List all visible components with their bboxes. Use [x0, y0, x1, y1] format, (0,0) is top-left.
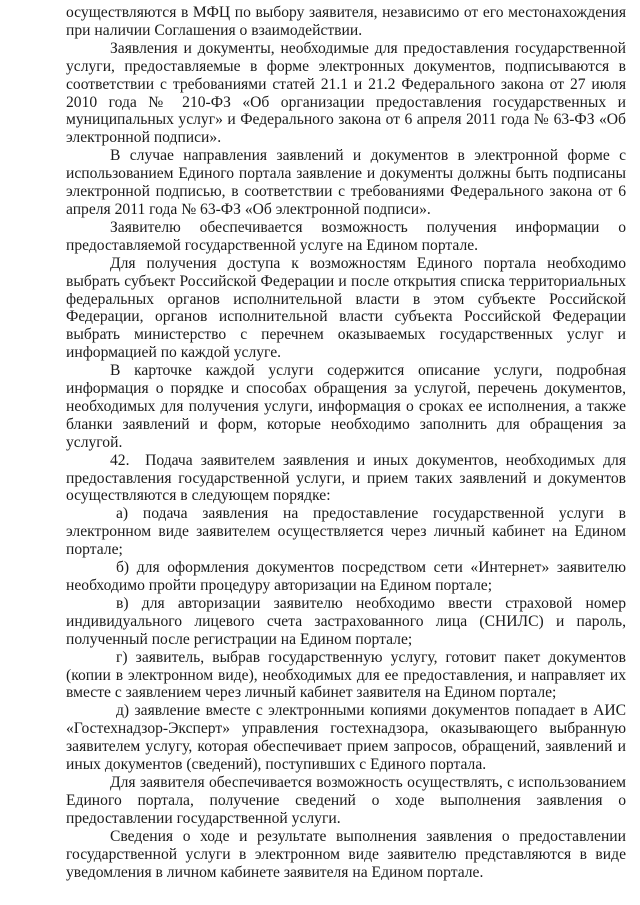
paragraph-electronic-signature-requirements: Заявления и документы, необходимые для предоставления государственной услуги, предоставляемые в форме электронных документов, подписываются в соответствии с требованиями статей 21.1 и 21.2 Федерального закона от 27 июля 2010 года № 210-ФЗ «Об организации предоставления государственных и муниципальных услуг» и Федерального закона от 6 апреля 2011 года № 63-ФЗ «Об электронной подписи». — [66, 39, 626, 147]
list-item-v: в) для авторизации заявителю необходимо ввести страховой номер индивидуального лицевого счета застрахованного лица (СНИЛС) и пароль, полученный после регистрации на Едином портале; — [66, 594, 626, 648]
paragraph-item-42: 42. Подача заявителем заявления и иных документов, необходимых для предоставления государственной услуги, и прием таких заявлений и документов осуществляются в следующем порядке: — [66, 451, 626, 505]
paragraph-mfc-continuation: осуществляются в МФЦ по выбору заявителя, независимо от его местонахождения при наличии Соглашения о взаимодействии. — [66, 4, 626, 39]
paragraph-information-access: Заявителю обеспечивается возможность получения информации о предоставляемой государственной услуге на Едином портале. — [66, 218, 626, 254]
paragraph-unified-portal-signature: В случае направления заявлений и документов в электронной форме с использованием Единого портала заявление и документы должны быть подписаны электронной подписью, в соответствии с требованиями Федерального закона от 6 апреля 2011 года № 63-ФЗ «Об электронной подписи». — [66, 147, 626, 218]
paragraph-result-notification: Сведения о ходе и результате выполнения заявления о предоставлении государственной услуги в электронном виде заявителю представляются в виде уведомления в личном кабинете заявителя на Едином портале. — [66, 827, 626, 881]
document-page — [66, 4, 626, 881]
paragraph-portal-access-steps: Для получения доступа к возможностям Единого портала необходимо выбрать субъект Российской Федерации и после открытия списка территориальных федеральных органов исполнительной власти в этом субъекте Российской Федерации, органов исполнительной власти субъекта Российской Федерации выбрать министерство с перечнем оказываемых государственных услуг и информацией по каждой услуге. — [66, 254, 626, 362]
paragraph-service-card: В карточке каждой услуги содержится описание услуги, подробная информация о порядке и способах обращения за услугой, перечень документов, необходимых для получения услуги, информация о сроках ее исполнения, а также бланки заявлений и форм, которые необходимо заполнить для обращения за услугой. — [66, 362, 626, 451]
list-item-d: д) заявление вместе с электронными копиями документов попадает в АИС «Гостехнадзор-Эксперт» управления гостехнадзора, оказывающего выбранную заявителем услугу, которая обеспечивает прием запросов, обращений, заявлений и иных документов (сведений), поступивших с Единого портала. — [66, 702, 626, 774]
list-item-g: г) заявитель, выбрав государственную услугу, готовит пакет документов (копии в электронном виде), необходимых для ее предоставления, и направляет их вместе с заявлением через личный кабинет заявителя на Едином портале; — [66, 648, 626, 702]
list-item-b: б) для оформления документов посредством сети «Интернет» заявителю необходимо пройти процедуру авторизации на Едином портале; — [66, 559, 626, 594]
paragraph-progress-tracking: Для заявителя обеспечивается возможность осуществлять, с использованием Единого портала, получение сведений о ходе выполнения заявления о предоставлении государственной услуги. — [66, 773, 626, 827]
list-item-a: а) подача заявления на предоставление государственной услуги в электронном виде заявителем осуществляется через личный кабинет на Едином портале; — [66, 505, 626, 559]
